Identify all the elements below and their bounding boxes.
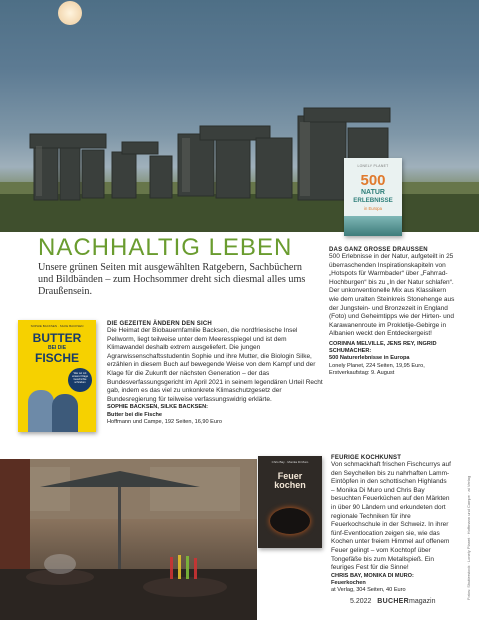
book-cover-500-naturerlebnisse[interactable]: [344, 158, 402, 236]
cover-line1: BUTTER: [32, 331, 82, 345]
magazine-name-light: magazin: [409, 598, 436, 605]
cover-line3: FISCHE: [34, 351, 79, 365]
article-book-title: Butter bei die Fische: [107, 411, 163, 418]
book-cover-feuerkochen[interactable]: [258, 456, 322, 548]
cover-line3: in Europa: [364, 206, 382, 211]
cover-authors: SOPHIE BACKSEN · SILKE BACKSEN: [30, 324, 84, 328]
article-authors: CHRIS BAY, MONIKA DI MURO:: [331, 572, 414, 579]
hero-photo-stonehenge: [0, 0, 479, 232]
moon-icon: [58, 1, 82, 25]
article-book-title: Feuerkochen: [331, 579, 366, 586]
article-publisher: Lonely Planet, 224 Seiten, 19,95 Euro, Erstverkaufstag: 9. August: [329, 362, 425, 376]
article-book-title: 500 Naturerlebnisse in Europa: [329, 355, 410, 362]
article-publisher: at Verlag, 304 Seiten, 40 Euro: [331, 587, 406, 594]
cover-number: 500: [360, 172, 386, 189]
cover-line2: ERLEBNISSE: [353, 197, 393, 204]
cover-title: Feuer kochen: [274, 471, 306, 490]
photo-credit-text: Fotos: Shutterstock · Lonely Planet · Hoffmann und Campe · at Verlag: [466, 475, 471, 600]
cover-line2: BEI DIE: [47, 345, 67, 351]
article-feuerkochen: [331, 455, 451, 594]
cover-badge: Wie wir mit unserer Klage Geschichte schrieben: [68, 368, 92, 392]
magazine-name-bold: BUCHER: [377, 598, 410, 605]
article-body: 500 Erlebnisse in der Natur, aufgeteilt in 25 überraschenden Inspirationskapiteln von „Hotspots für Warmbader“ über „Fahrrad-Hochburgen“ bis zu „In der Natur schlafen“. Der unkonventionelle Mix aus Klassikern wie dem uralten Steinkreis Stonehenge aus der Jungstein- und Bronzezeit in England (Foto) und Geheimtipps wie der Hirten- und Karawanenroute im Prokletije-Gebirge in Albanien weckt den Entdeckergeist!: [329, 253, 455, 338]
book-cover-butter-bei-die-fische[interactable]: [18, 320, 96, 432]
grill-scene-illustration: [0, 459, 257, 620]
article-kicker: DIE GEZEITEN ÄNDERN DEN SICH: [107, 321, 212, 327]
cover-person-1: [28, 390, 54, 432]
page-headline: NACHHALTIG LEBEN: [38, 234, 293, 261]
cover-person-2: [52, 394, 78, 432]
cover-landscape: [344, 216, 402, 236]
article-authors: SOPHIE BACKSEN, SILKE BACKSEN:: [107, 404, 209, 411]
stonehenge-illustration: [0, 0, 479, 232]
article-butter-bei-die-fische: [107, 321, 323, 426]
article-kicker: DAS GANZ GROSSE DRAUSSEN: [329, 247, 428, 253]
photo-credit: [466, 260, 474, 600]
article-500-naturerlebnisse: [329, 247, 457, 377]
article-authors: CORINNA MELVILLE, JENS REY, INGRID SCHUMACHER:: [329, 340, 437, 355]
article-body: Von schmackhaft frischen Fischcurrys auf den Seychellen bis zu nahrhaften Lamm-Eintöpfen in den schottischen Highlands – Monika Di Muro und Chris Bay besuchten Feuerküchen auf den Märkten in über 90 Ländern und erkundeten dort regionale Techniken für ihre Feuerkochschule in der Schweiz. In ihrer fünf-Eventlocation zeigen sie, wie das Kochen unter freiem Himmel auf offenem Feuer gelingt – vom Kochtopf über Tongefäße bis zum Metallspieß. Ein feuriges Fest für die Sinne!: [331, 461, 451, 572]
bottom-photo-outdoor-grill: [0, 459, 257, 620]
issue-number: 5.2022: [350, 598, 372, 605]
cover-brand: LONELY PLANET: [357, 164, 389, 168]
article-publisher: Hoffmann und Campe, 192 Seiten, 16,90 Euro: [107, 418, 222, 425]
article-body: Die Heimat der Biobauernfamilie Backsen, die nordfriesische Insel Pellworm, liegt teilweise unter dem Meeresspiegel und ist dem Klimawandel deshalb extrem ausgeliefert. Die jungen Agrarwissenschaftsstudentin Sophie und ihre Mutter, die Biologin Silke, erzählen in diesem Buch auf bewegende Weise von dem Kampf und der Klage für die Zukunft der nächsten Generation – der das Bundesverfassungsgericht im April 2021 in seinem legendären Urteil Recht gab, indem es das viel zu unkonkrete Klimaschutzgesetz der Bundesregierung für teilweise verfassungswidrig erklärte.: [107, 327, 323, 403]
cover-authors: Chris Bay · Monika Di Muro: [271, 460, 309, 464]
intro-text: Unsere grünen Seiten mit ausgewählten Ratgebern, Sachbüchern und Bildbänden – zum Hochsommer dreht sich diesmal alles ums Draußensein.: [38, 262, 306, 298]
page-footer: [350, 598, 435, 605]
cover-line1: NATUR: [361, 189, 385, 196]
article-kicker: FEURIGE KOCHKUNST: [331, 455, 402, 461]
cover-pan: [270, 508, 310, 534]
